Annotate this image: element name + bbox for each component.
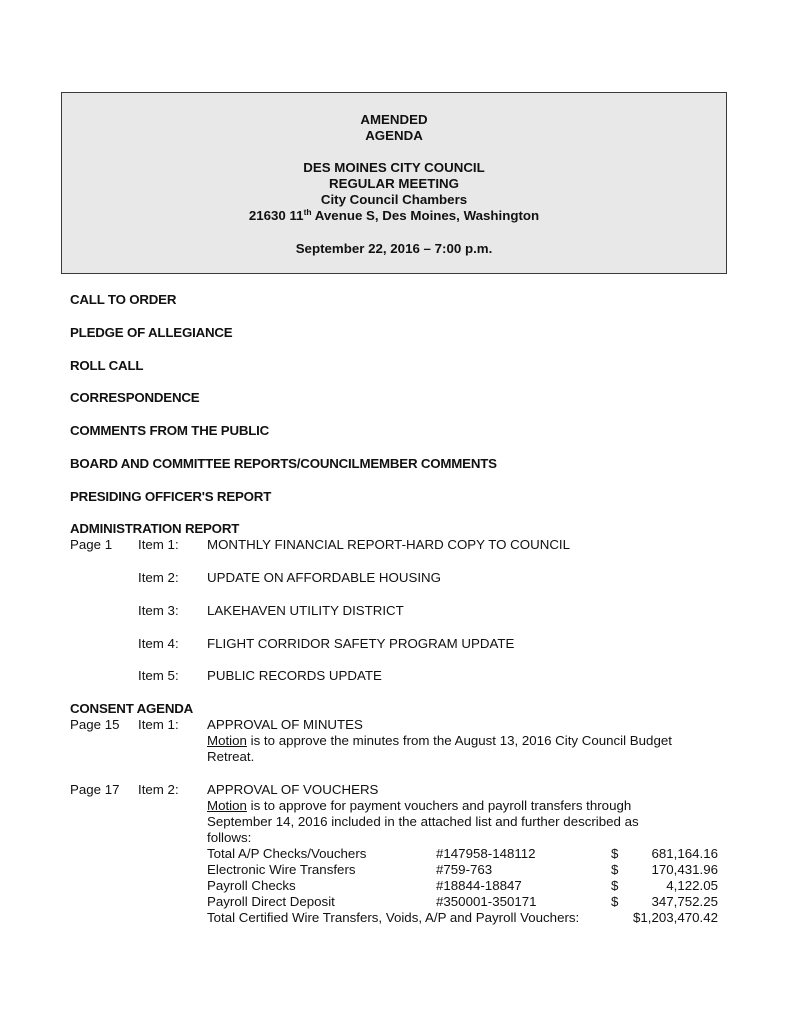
voucher-desc: Payroll Checks: [207, 878, 296, 893]
voucher-numbers: #350001-350171: [436, 894, 537, 909]
voucher-amount: 170,431.96: [651, 862, 718, 877]
agenda-header-box: [61, 92, 727, 274]
consent-item-label: Item 1:: [138, 717, 179, 732]
consent-item-label: Item 2:: [138, 782, 179, 797]
consent-item-motion-cont: Retreat.: [207, 749, 255, 764]
header-org: DES MOINES CITY COUNCIL: [303, 160, 485, 175]
voucher-amount: 681,164.16: [651, 846, 718, 861]
voucher-numbers: #18844-18847: [436, 878, 522, 893]
consent-item-motion: [207, 733, 672, 749]
admin-item-label: Item 5:: [138, 668, 179, 683]
voucher-currency: $: [611, 846, 619, 861]
header-address: [62, 208, 726, 224]
consent-item-title: APPROVAL OF VOUCHERS: [207, 782, 379, 797]
address-suffix: th: [303, 207, 312, 217]
consent-item-motion-cont: September 14, 2016 included in the attached list and further described as: [207, 814, 639, 829]
voucher-desc: Total A/P Checks/Vouchers: [207, 846, 367, 861]
motion-word: Motion: [207, 798, 247, 813]
header-agenda: AGENDA: [365, 128, 423, 143]
section-public-comments: COMMENTS FROM THE PUBLIC: [70, 423, 270, 438]
admin-report-heading: ADMINISTRATION REPORT: [70, 521, 240, 536]
address-number: 21630 11: [248, 208, 304, 223]
admin-item-label: Item 2:: [138, 570, 179, 585]
header-amended: AMENDED: [360, 112, 428, 127]
admin-item-title: FLIGHT CORRIDOR SAFETY PROGRAM UPDATE: [207, 636, 515, 651]
voucher-currency: $: [611, 878, 619, 893]
consent-item-motion-cont: follows:: [207, 830, 252, 845]
voucher-amount: 347,752.25: [651, 894, 718, 909]
consent-item-title: APPROVAL OF MINUTES: [207, 717, 363, 732]
admin-item-label: Item 3:: [138, 603, 179, 618]
section-presiding-officer: PRESIDING OFFICER'S REPORT: [70, 489, 272, 504]
voucher-desc: Payroll Direct Deposit: [207, 894, 335, 909]
admin-item-label: Item 1:: [138, 537, 179, 552]
voucher-numbers: #147958-148112: [436, 846, 536, 861]
admin-item-title: MONTHLY FINANCIAL REPORT-HARD COPY TO COUNCIL: [207, 537, 571, 552]
section-pledge: PLEDGE OF ALLEGIANCE: [70, 325, 233, 340]
consent-agenda-heading: CONSENT AGENDA: [70, 701, 194, 716]
consent-item-motion: [207, 798, 631, 814]
motion-text: is to approve for payment vouchers and payroll transfers through: [246, 798, 632, 813]
section-correspondence: CORRESPONDENCE: [70, 390, 200, 405]
voucher-total-label: Total Certified Wire Transfers, Voids, A/P and Payroll Vouchers:: [207, 910, 580, 925]
voucher-numbers: #759-763: [436, 862, 493, 877]
admin-report-page: Page 1: [70, 537, 113, 552]
voucher-total-amount: $1,203,470.42: [632, 910, 718, 925]
section-roll-call: ROLL CALL: [70, 358, 144, 373]
section-call-to-order: CALL TO ORDER: [70, 292, 177, 307]
header-datetime: September 22, 2016 – 7:00 p.m.: [295, 241, 493, 256]
admin-item-title: LAKEHAVEN UTILITY DISTRICT: [207, 603, 404, 618]
voucher-currency: $: [611, 894, 619, 909]
voucher-currency: $: [611, 862, 619, 877]
address-rest: Avenue S, Des Moines, Washington: [311, 208, 540, 223]
consent-item-page: Page 17: [70, 782, 120, 797]
admin-item-label: Item 4:: [138, 636, 179, 651]
header-venue: City Council Chambers: [320, 192, 468, 207]
section-board-reports: BOARD AND COMMITTEE REPORTS/COUNCILMEMBER COMMENTS: [70, 456, 497, 471]
admin-item-title: PUBLIC RECORDS UPDATE: [207, 668, 382, 683]
voucher-amount: 4,122.05: [666, 878, 718, 893]
header-meeting-type: REGULAR MEETING: [328, 176, 459, 191]
voucher-desc: Electronic Wire Transfers: [207, 862, 356, 877]
motion-word: Motion: [207, 733, 247, 748]
consent-item-page: Page 15: [70, 717, 120, 732]
admin-item-title: UPDATE ON AFFORDABLE HOUSING: [207, 570, 441, 585]
motion-text: is to approve the minutes from the August 13, 2016 City Council Budget: [246, 733, 672, 748]
